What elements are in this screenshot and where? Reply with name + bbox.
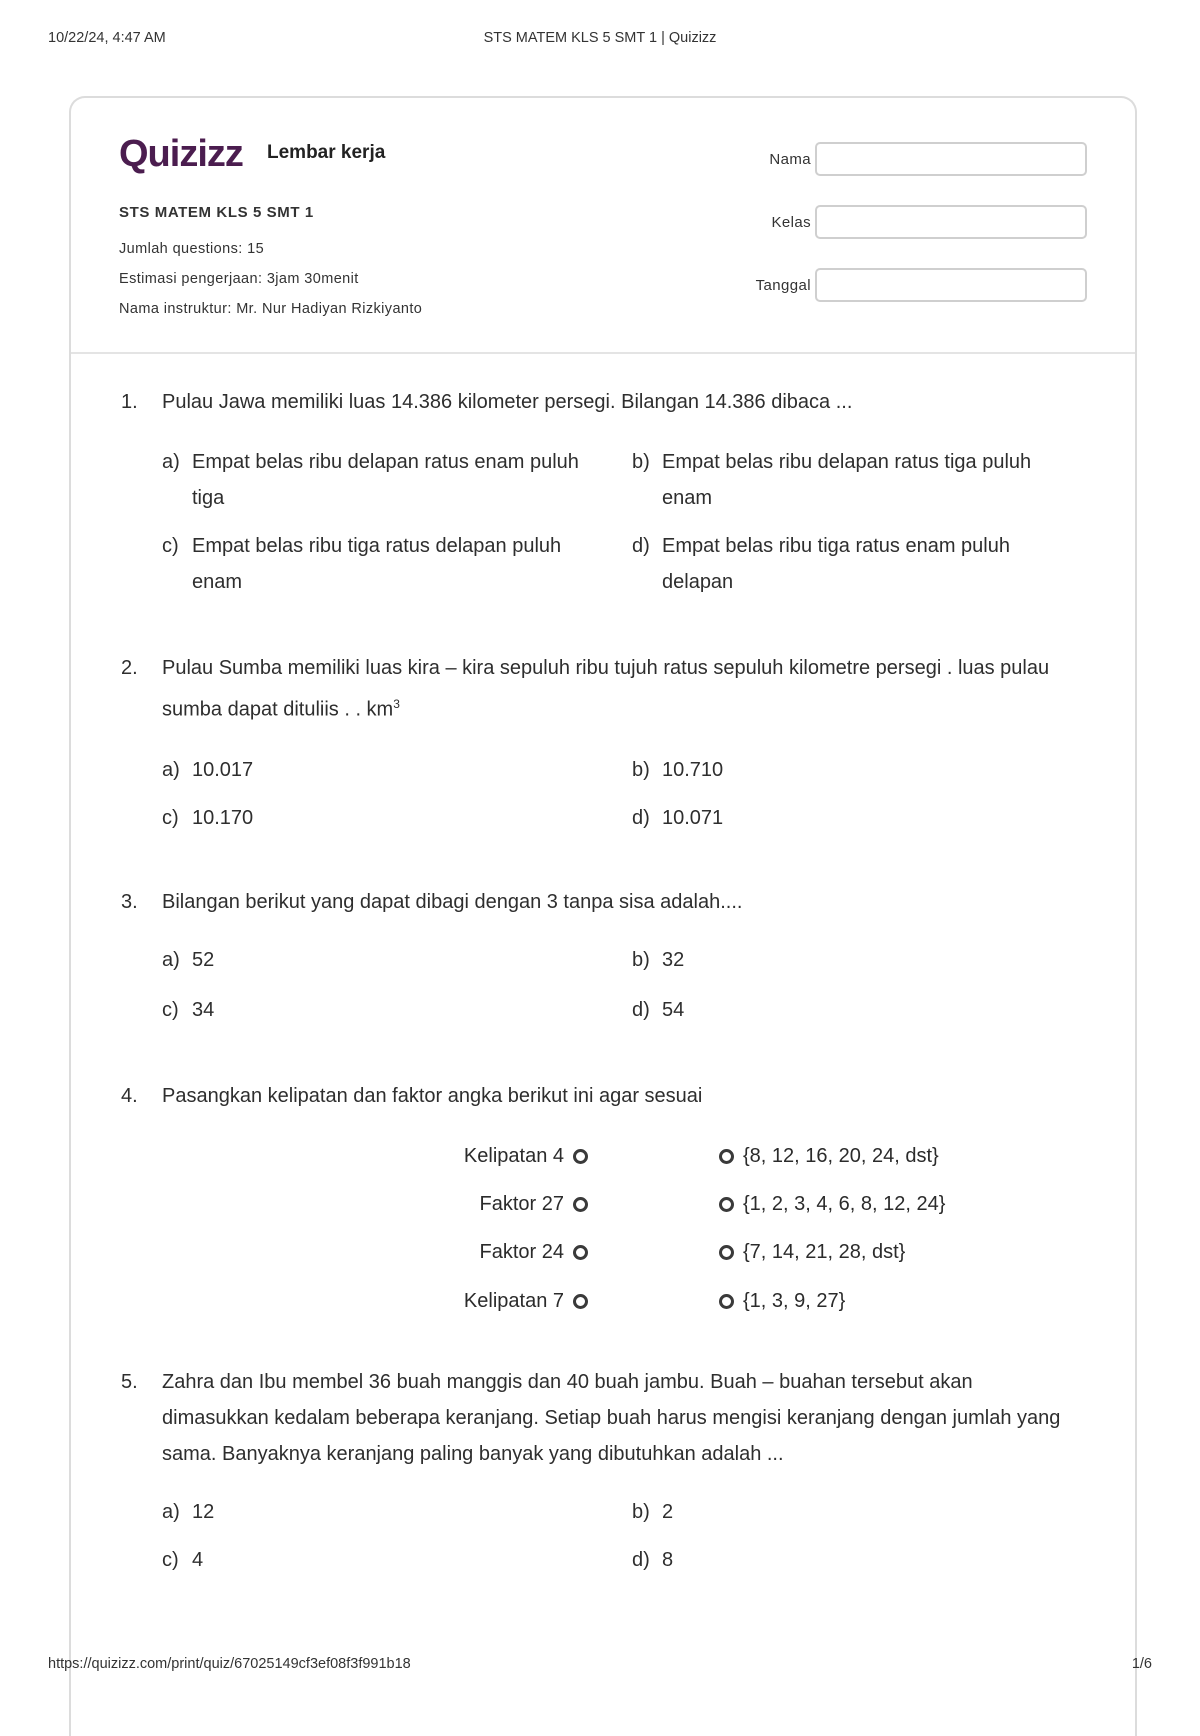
- match-row: [71, 1186, 1139, 1222]
- match-left-item: Kelipatan 4: [463, 1145, 564, 1167]
- option-letter: b): [632, 758, 650, 781]
- option-b[interactable]: [632, 752, 1072, 788]
- class-label: Kelas: [771, 214, 811, 231]
- date-label: Tanggal: [755, 277, 811, 294]
- print-url: https://quizizz.com/print/quiz/67025149cf3ef08f3f991b18: [48, 1656, 411, 1672]
- option-b[interactable]: [632, 942, 1072, 978]
- question-3: [121, 884, 1061, 1032]
- option-b[interactable]: [632, 444, 1072, 516]
- match-left-item: Faktor 24: [479, 1241, 564, 1263]
- option-letter: d): [632, 535, 650, 557]
- match-right-item: {8, 12, 16, 20, 24, dst}: [743, 1145, 939, 1167]
- match-row: [71, 1234, 1139, 1270]
- option-text: 4: [192, 1549, 204, 1571]
- match-connector-left[interactable]: [573, 1197, 588, 1212]
- page-number: 1/6: [1131, 1656, 1152, 1672]
- option-letter: c): [162, 1549, 179, 1571]
- match-right-item: {1, 3, 9, 27}: [743, 1290, 846, 1312]
- quiz-title: STS MATEM KLS 5 SMT 1: [119, 204, 314, 221]
- question-options: [162, 752, 1061, 842]
- option-letter: b): [632, 451, 650, 473]
- option-letter: b): [632, 1501, 650, 1523]
- print-doc-title: STS MATEM KLS 5 SMT 1 | Quizizz: [483, 30, 717, 46]
- quiz-meta: [119, 200, 422, 324]
- option-text: Empat belas ribu tiga ratus enam puluh delapan: [662, 535, 1010, 593]
- name-label: Nama: [769, 151, 811, 168]
- question-1: [121, 384, 1061, 604]
- option-letter: d): [632, 999, 650, 1021]
- option-a[interactable]: [162, 942, 602, 978]
- option-text: 52: [192, 949, 215, 971]
- option-letter: a): [162, 758, 180, 781]
- option-text: Empat belas ribu tiga ratus delapan puluh enam: [192, 535, 562, 593]
- worksheet-card: [69, 96, 1137, 1736]
- question-count: Jumlah questions: 15: [119, 241, 265, 257]
- sheet-label: Lembar kerja: [267, 142, 386, 163]
- option-letter: c): [162, 806, 179, 829]
- match-right-item: {1, 2, 3, 4, 6, 8, 12, 24}: [743, 1193, 946, 1215]
- question-options: [162, 1494, 1061, 1584]
- print-header: [48, 30, 1152, 52]
- date-input[interactable]: [815, 268, 1087, 302]
- class-field-row: [727, 205, 1087, 241]
- option-letter: d): [632, 806, 650, 829]
- option-letter: c): [162, 999, 179, 1021]
- match-connector-left[interactable]: [573, 1294, 588, 1309]
- stem-superscript: 3: [393, 697, 400, 711]
- question-stem-text: Pulau Sumba memiliki luas kira – kira sepuluh ribu tujuh ratus sepuluh kilometre persegi . luas pulau sumba dapat dituliis . . km: [162, 657, 1050, 721]
- option-text: Empat belas ribu delapan ratus enam puluh tiga: [192, 451, 579, 509]
- question-options: [162, 444, 1061, 604]
- quizizz-logo: [119, 132, 259, 176]
- worksheet-header: [71, 98, 1135, 354]
- date-field-row: [727, 268, 1087, 304]
- question-2: [121, 650, 1061, 842]
- option-c[interactable]: [162, 528, 602, 600]
- option-a[interactable]: [162, 444, 602, 516]
- option-d[interactable]: [632, 800, 1072, 836]
- question-number: 5.: [121, 1371, 138, 1393]
- option-c[interactable]: [162, 800, 602, 836]
- option-letter: a): [162, 949, 180, 971]
- option-text: 10.170: [192, 806, 254, 829]
- match-connector-left[interactable]: [573, 1149, 588, 1164]
- question-stem: Pulau Jawa memiliki luas 14.386 kilometer persegi. Bilangan 14.386 dibaca ...: [162, 391, 853, 413]
- option-text: 54: [662, 999, 685, 1021]
- option-d[interactable]: [632, 528, 1072, 600]
- match-row: [71, 1283, 1139, 1319]
- option-a[interactable]: [162, 1494, 602, 1530]
- option-text: 34: [192, 999, 215, 1021]
- question-number: 3.: [121, 891, 138, 913]
- match-right-item: {7, 14, 21, 28, dst}: [743, 1241, 906, 1263]
- option-letter: a): [162, 451, 180, 473]
- question-number: 1.: [121, 391, 138, 413]
- question-number: 2.: [121, 657, 138, 679]
- question-options: [162, 942, 1061, 1032]
- match-connector-right[interactable]: [719, 1197, 734, 1212]
- match-connector-right[interactable]: [719, 1149, 734, 1164]
- option-letter: b): [632, 949, 650, 971]
- option-b[interactable]: [632, 1494, 1072, 1530]
- question-stem: Bilangan berikut yang dapat dibagi dengan 3 tanpa sisa adalah....: [162, 891, 743, 913]
- option-d[interactable]: [632, 992, 1072, 1028]
- student-fields: [727, 142, 1087, 331]
- print-footer: [48, 1656, 1152, 1678]
- question-stem: [162, 650, 1061, 728]
- option-text: 10.710: [662, 758, 724, 781]
- option-d[interactable]: [632, 1542, 1072, 1578]
- instructor-name: Nama instruktur: Mr. Nur Hadiyan Rizkiyanto: [119, 301, 423, 317]
- option-text: Empat belas ribu delapan ratus tiga puluh enam: [662, 451, 1032, 509]
- question-number: 4.: [121, 1085, 138, 1107]
- question-5: [121, 1364, 1061, 1584]
- option-a[interactable]: [162, 752, 602, 788]
- print-datetime: 10/22/24, 4:47 AM: [48, 30, 166, 46]
- option-text: 12: [192, 1501, 215, 1523]
- option-text: 10.071: [662, 806, 724, 829]
- match-connector-right[interactable]: [719, 1294, 734, 1309]
- option-c[interactable]: [162, 1542, 602, 1578]
- match-connector-left[interactable]: [573, 1245, 588, 1260]
- option-c[interactable]: [162, 992, 602, 1028]
- name-field-row: [727, 142, 1087, 178]
- question-stem: Zahra dan Ibu membel 36 buah manggis dan 40 buah jambu. Buah – buahan tersebut akan dimasukkan kedalam beberapa keranjang. Setiap buah harus mengisi keranjang dengan jumlah yang sama. Banyaknya keranjang paling banyak yang dibutuhkan adalah ...: [162, 1371, 1061, 1465]
- question-stem: Pasangkan kelipatan dan faktor angka berikut ini agar sesuai: [162, 1085, 703, 1107]
- option-text: 32: [662, 949, 685, 971]
- option-text: 2: [662, 1501, 674, 1523]
- match-connector-right[interactable]: [719, 1245, 734, 1260]
- option-letter: d): [632, 1549, 650, 1571]
- logo-wordmark: Quizizz: [119, 133, 243, 175]
- option-letter: a): [162, 1501, 180, 1523]
- match-left-item: Kelipatan 7: [463, 1290, 564, 1312]
- option-letter: c): [162, 535, 179, 557]
- match-left-item: Faktor 27: [479, 1193, 564, 1215]
- question-4: [121, 1078, 1061, 1114]
- time-estimate: Estimasi pengerjaan: 3jam 30menit: [119, 271, 359, 287]
- name-input[interactable]: [815, 142, 1087, 176]
- class-input[interactable]: [815, 205, 1087, 239]
- option-text: 8: [662, 1549, 674, 1571]
- match-row: [71, 1138, 1139, 1174]
- option-text: 10.017: [192, 758, 254, 781]
